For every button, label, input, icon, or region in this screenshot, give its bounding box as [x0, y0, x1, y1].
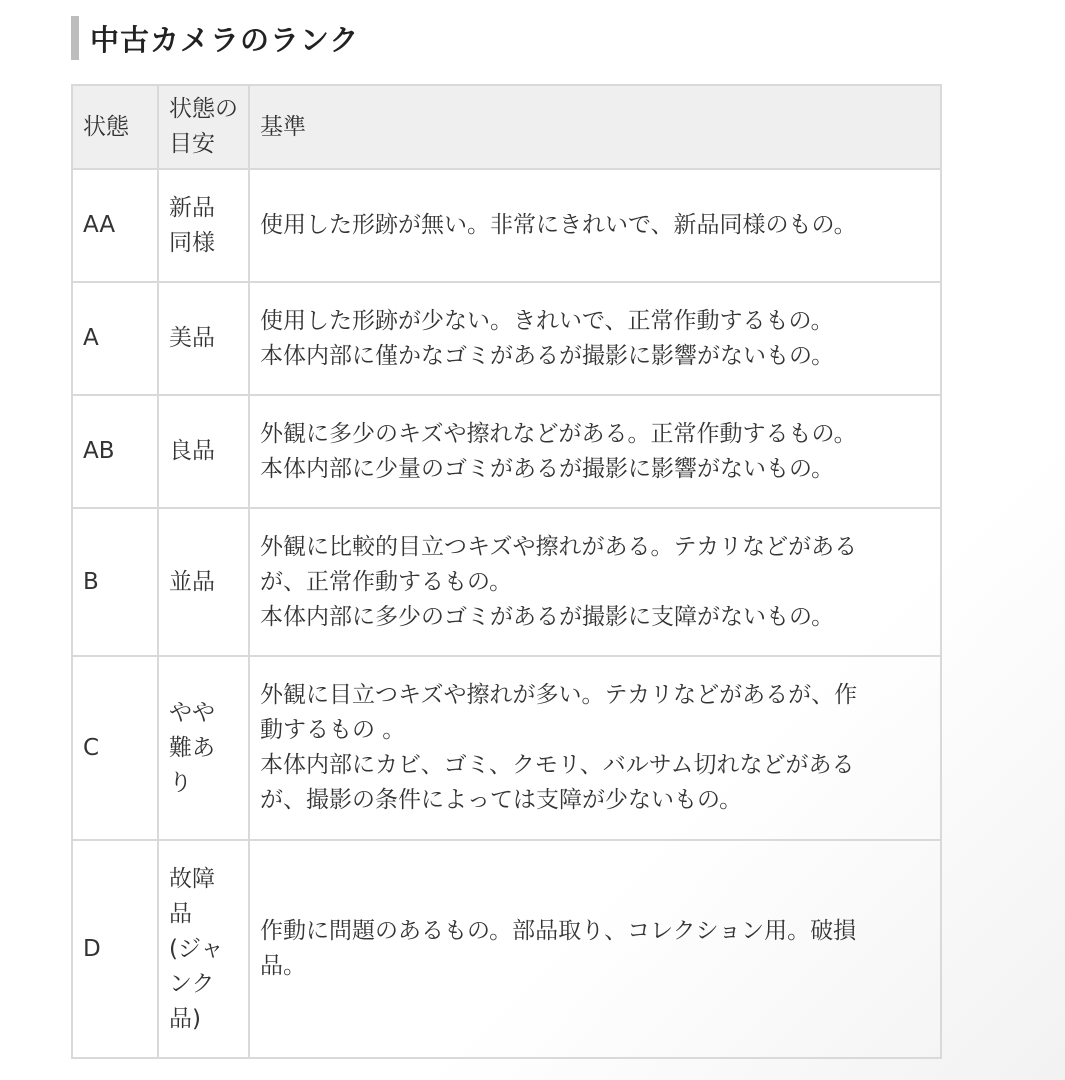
criteria-line: 作動に問題のあるもの。部品取り、コレクション用。破損 — [260, 918, 857, 944]
criteria-cell — [249, 840, 941, 1058]
condition-line: 難あ — [169, 734, 215, 761]
criteria-cell — [249, 656, 941, 840]
condition-cell — [158, 840, 249, 1058]
criteria-cell — [249, 169, 941, 282]
grade-cell: D — [72, 840, 158, 1058]
condition-line: り — [169, 769, 192, 796]
condition-line: 美品 — [169, 325, 215, 351]
grade-cell: AA — [72, 169, 158, 282]
page-title: 中古カメラのランク — [90, 22, 360, 57]
condition-line: 同様 — [169, 229, 215, 256]
table-row — [72, 840, 941, 1058]
condition-cell — [158, 169, 249, 282]
criteria-cell — [249, 395, 941, 508]
criteria-line: 外観に目立つキズや擦れが多い。テカリなどがあるが、作 — [260, 682, 858, 708]
camera-rank-table — [71, 84, 942, 1059]
condition-line: やや — [169, 699, 215, 726]
condition-cell — [158, 395, 249, 508]
header-condition-line: 状態の — [169, 96, 238, 122]
table-row — [72, 169, 941, 282]
table-row — [72, 508, 941, 656]
condition-line: (ジャ — [169, 935, 224, 962]
criteria-cell — [249, 508, 941, 656]
table-row — [72, 282, 941, 395]
criteria-line: 本体内部に少量のゴミがあるが撮影に影響がないもの。 — [260, 455, 835, 482]
condition-cell — [158, 282, 249, 395]
criteria-line: 外観に多少のキズや擦れなどがある。正常作動するもの。 — [260, 420, 857, 447]
grade-cell: C — [72, 656, 158, 840]
criteria-line: 動するもの 。 — [260, 717, 406, 743]
grade-cell: B — [72, 508, 158, 656]
section-heading — [71, 16, 359, 60]
condition-line: 故障 — [169, 865, 215, 892]
criteria-line: が、撮影の条件によっては支障が少ないもの。 — [260, 787, 743, 813]
condition-line: 品) — [169, 1005, 201, 1032]
criteria-cell — [249, 282, 941, 395]
table-row — [72, 395, 941, 508]
grade-cell: AB — [72, 395, 158, 508]
condition-line: ンク — [169, 970, 215, 997]
table-row — [72, 656, 941, 840]
grade-cell: A — [72, 282, 158, 395]
criteria-line: 品。 — [260, 953, 306, 979]
criteria-line: 本体内部に多少のゴミがあるが撮影に支障がないもの。 — [260, 603, 835, 630]
condition-line: 新品 — [169, 194, 215, 221]
condition-line: 並品 — [169, 568, 215, 595]
header-condition-line: 目安 — [169, 131, 215, 157]
criteria-line: 使用した形跡が少ない。きれいで、正常作動するもの。 — [260, 307, 834, 334]
criteria-line: 使用した形跡が無い。非常にきれいで、新品同様のもの。 — [260, 212, 857, 238]
header-grade: 状態 — [72, 85, 158, 169]
table-header-row — [72, 85, 941, 169]
condition-line: 良品 — [169, 438, 215, 464]
criteria-line: 本体内部に僅かなゴミがあるが撮影に影響がないもの。 — [260, 342, 835, 369]
condition-cell — [158, 656, 249, 840]
heading-accent-bar — [71, 16, 79, 60]
criteria-line: 外観に比較的目立つキズや擦れがある。テカリなどがある — [260, 533, 858, 560]
criteria-line: が、正常作動するもの。 — [260, 568, 513, 595]
condition-line: 品 — [169, 900, 192, 927]
header-condition — [158, 85, 249, 169]
criteria-line: 本体内部にカビ、ゴミ、クモリ、バルサム切れなどがある — [260, 752, 855, 778]
header-criteria: 基準 — [249, 85, 941, 169]
condition-cell — [158, 508, 249, 656]
